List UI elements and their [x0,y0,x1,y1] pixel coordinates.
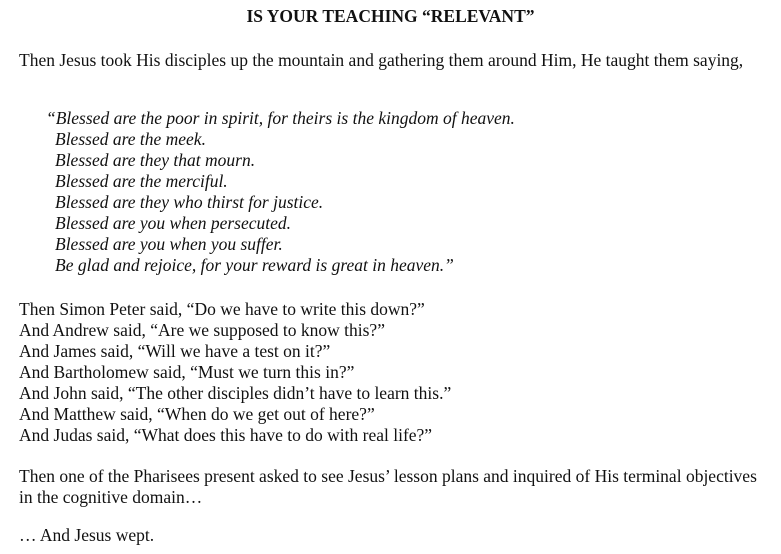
closing-line: … And Jesus wept. [19,525,155,545]
beatitude-line: Be glad and rejoice, for your reward is great in heaven.” [55,255,454,275]
beatitude-line: Blessed are they who thirst for justice. [55,192,324,212]
response-line: And Judas said, “What does this have to do with real life?” [19,425,433,445]
beatitudes-list [46,108,746,276]
response-line: Then Simon Peter said, “Do we have to write this down?” [19,299,425,319]
response-line: And Bartholomew said, “Must we turn this in?” [19,362,355,382]
response-line: And Matthew said, “When do we get out of here?” [19,404,375,424]
beatitude-line: Blessed are the merciful. [55,171,228,191]
response-line: And John said, “The other disciples didn’t have to learn this.” [19,383,452,403]
disciple-responses-list [19,299,769,446]
beatitude-line: “Blessed are the poor in spirit, for theirs is the kingdom of heaven. [46,108,515,128]
beatitude-line: Blessed are you when persecuted. [55,213,292,233]
beatitude-line: Blessed are they that mourn. [55,150,256,170]
pharisees-paragraph: Then one of the Pharisees present asked to see Jesus’ lesson plans and inquired of His terminal objectives in the cognitive domain… [19,466,757,507]
beatitude-line: Blessed are the meek. [55,129,206,149]
beatitude-line: Blessed are you when you suffer. [55,234,283,254]
document-title: IS YOUR TEACHING “RELEVANT” [246,6,535,26]
response-line: And James said, “Will we have a test on it?” [19,341,331,361]
intro-paragraph: Then Jesus took His disciples up the mountain and gathering them around Him, He taught them saying, [19,50,744,70]
response-line: And Andrew said, “Are we supposed to know this?” [19,320,385,340]
